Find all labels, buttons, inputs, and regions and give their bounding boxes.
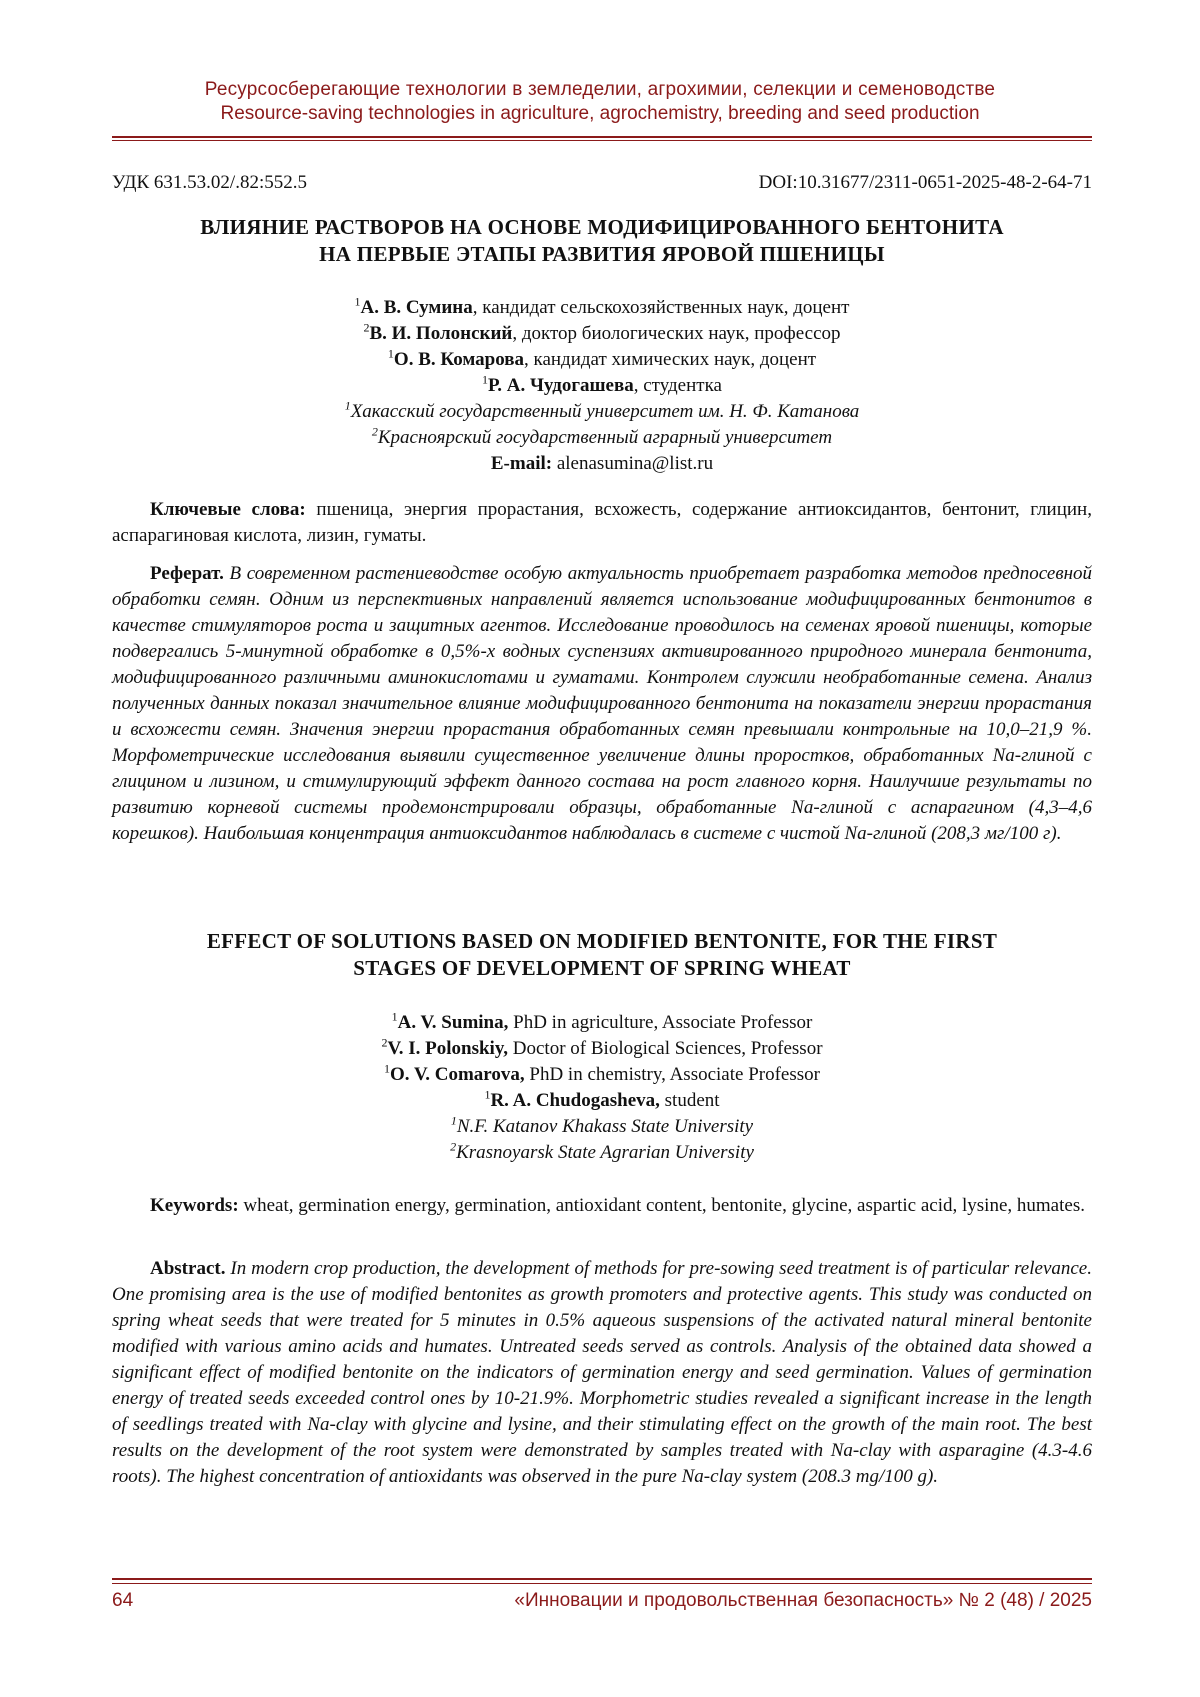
author-name: O. V. Comarova, — [390, 1064, 525, 1085]
journal-issue: «Инновации и продовольственная безопасность» № 2 (48) / 2025 — [514, 1590, 1092, 1611]
email-label: E-mail: — [490, 453, 553, 474]
email-address[interactable]: alenasumina@list.ru — [552, 453, 714, 474]
affiliation: $^1$N.F. Katanov Khakass State University — [450, 1113, 754, 1137]
article-title-en — [112, 928, 1092, 982]
author-name: А. В. Сумина — [360, 297, 473, 318]
abstract-label: Abstract. — [150, 1258, 226, 1279]
affiliation: $^2$Красноярский государственный аграрный университет — [371, 424, 833, 448]
section-title-ru: Ресурсосберегающие технологии в земледелии, агрохимии, селекции и семеноводстве — [204, 79, 996, 100]
article-meta — [112, 172, 1092, 194]
section-title-en: Resource-saving technologies in agriculture, agrochemistry, breeding and seed production — [220, 103, 980, 124]
author-name: О. В. Комарова — [393, 349, 525, 370]
keywords-label: Ключевые слова: — [150, 499, 306, 520]
affiliation: $^2$Krasnoyarsk State Agrarian University — [450, 1139, 754, 1163]
keywords-ru — [112, 497, 1092, 549]
udc-code: УДК 631.53.02/.82:552.5 — [112, 172, 307, 193]
keywords-text: пшеница, энергия прорастания, всхожесть, содержание антиоксидантов, бентонит, глицин, аспарагиновая кислота, лизин, гуматы. — [112, 499, 1092, 546]
affiliation: $^1$Хакасский государственный университет им. Н. Ф. Катанова — [344, 398, 860, 422]
journal-section-header — [0, 78, 1200, 126]
abstract-text: In modern crop production, the development of methods for pre-sowing seed treatment is of particular relevance. One promising area is the use of modified bentonites as growth promoters and protective agents. This study was conducted on spring wheat seeds that were treated for 5 minutes in 0.5% aqueous suspensions of the activated natural mineral bentonite modified with various amino acids and humates. Untreated seeds served as controls. Analysis of the obtained data showed a significant effect of modified bentonite on the indicators of germination energy and seed germination. Values of germination energy of treated seeds exceeded control ones by 10-21.9%. Morphometric studies revealed a significant increase in the length of seedlings treated with Na-clay with glycine and lysine, and their stimulating effect on the growth of the main root. The best results on the development of the root system were demonstrated by samples treated with Na-clay with asparagine (4.3-4.6 roots). The highest concentration of antioxidants was observed in the pure Na-clay system (208.3 mg/100 g). — [112, 1258, 1092, 1487]
author-name: A. V. Sumina, — [397, 1012, 509, 1033]
page-footer — [112, 1590, 1092, 1612]
author-line: $^1$О. В. Комарова, кандидат химических наук, доцент — [387, 346, 817, 370]
abstract-text: В современном растениеводстве особую актуальность приобретает разработка методов предпосевной обработки семян. Одним из перспективных направлений является использование модифицированных бентонитов в качестве стимуляторов роста и защитных агентов. Исследование проводилось на семенах яровой пшеницы, которые подвергались 5-минутной обработке в 0,5%-х водных суспензиях активированного природного минерала бентонита, модифицированного различными аминокислотами и гуматами. Контролем служили необработанные семена. Анализ полученных данных показал значительное влияние модифицированного бентонита на показатели энергии прорастания и всхожести семян. Значения энергии прорастания обработанных семян превышали контрольные на 10,0–21,9 %. Морфометрические исследования выявили существенное увеличение длины проростков, обработанных Na-глиной с глицином и лизином, и стимулирующий эффект данного состава на рост главного корня. Наилучшие результаты по развитию корневой системы продемонстрировали образцы, обработанные Na-глиной с аспарагином (4,3–4,6 корешков). Наибольшая концентрация антиоксидантов наблюдалась в системе с чистой Na-глиной (208,3 мг/100 г). — [112, 563, 1092, 844]
author-line: $^1$O. V. Comarova, PhD in chemistry, Associate Professor — [384, 1061, 820, 1085]
header-rule-thin — [112, 140, 1092, 141]
authors-block-ru — [112, 295, 1092, 477]
keywords-label: Keywords: — [150, 1195, 239, 1216]
abstract-en — [112, 1256, 1092, 1490]
article-title-ru — [112, 214, 1092, 268]
footer-rule-thin — [112, 1583, 1092, 1584]
footer-rule — [112, 1578, 1092, 1580]
author-name: В. И. Полонский — [369, 323, 513, 344]
author-line: $^1$А. В. Сумина, кандидат сельскохозяйственных наук, доцент — [354, 294, 850, 318]
title-ru-line-1: ВЛИЯНИЕ РАСТВОРОВ НА ОСНОВЕ МОДИФИЦИРОВАННОГО БЕНТОНИТА — [200, 215, 1004, 239]
abstract-ru — [112, 561, 1092, 847]
email-line — [112, 451, 1092, 477]
author-line: $^2$В. И. Полонский, доктор биологических наук, профессор — [363, 320, 841, 344]
author-line: $^1$A. V. Sumina, PhD in agriculture, Associate Professor — [391, 1009, 813, 1033]
author-name: R. A. Chudogasheva, — [490, 1090, 660, 1111]
author-name: V. I. Polonskiy, — [387, 1038, 509, 1059]
header-rule — [112, 136, 1092, 138]
title-en-line-1: EFFECT OF SOLUTIONS BASED ON MODIFIED BENTONITE, FOR THE FIRST — [206, 929, 998, 953]
keywords-text: wheat, germination energy, germination, antioxidant content, bentonite, glycine, aspartic acid, lysine, humates. — [238, 1195, 1085, 1216]
author-name: Р. А. Чудогашева — [488, 375, 634, 396]
doi: DOI:10.31677/2311-0651-2025-48-2-64-71 — [758, 172, 1092, 193]
title-en-line-2: STAGES OF DEVELOPMENT OF SPRING WHEAT — [353, 956, 851, 980]
page-number: 64 — [112, 1590, 134, 1611]
authors-block-en — [112, 1010, 1092, 1166]
author-line: $^2$V. I. Polonskiy, Doctor of Biological Sciences, Professor — [381, 1035, 823, 1059]
keywords-en — [112, 1193, 1092, 1219]
abstract-label: Реферат. — [150, 563, 224, 584]
author-line: $^1$Р. А. Чудогашева, студентка — [482, 372, 722, 396]
author-line: $^1$R. A. Chudogasheva, student — [484, 1087, 720, 1111]
title-ru-line-2: НА ПЕРВЫЕ ЭТАПЫ РАЗВИТИЯ ЯРОВОЙ ПШЕНИЦЫ — [319, 242, 885, 266]
